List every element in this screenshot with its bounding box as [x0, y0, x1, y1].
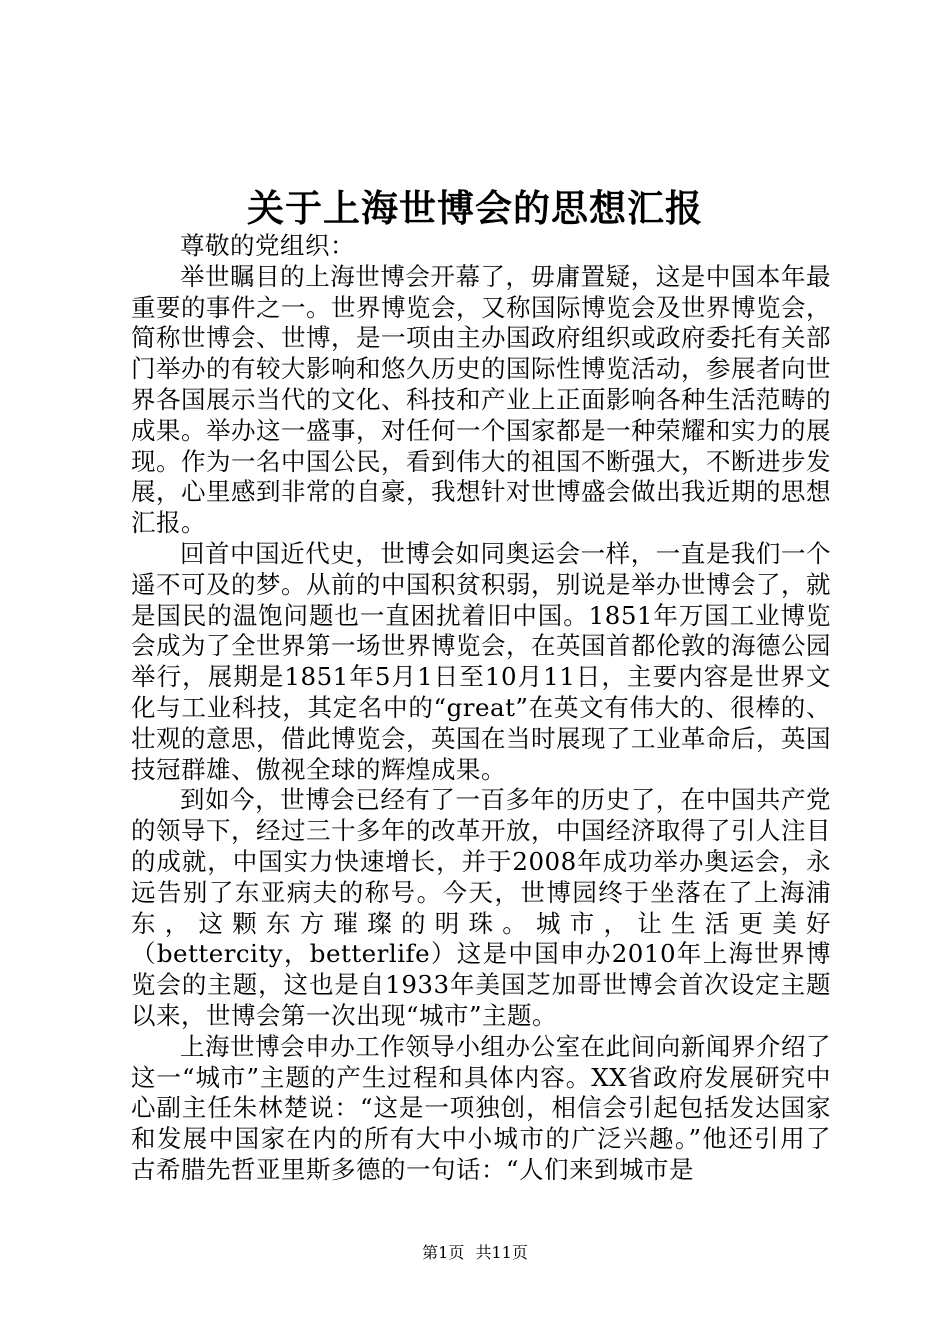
document-body	[131, 231, 831, 1186]
salutation: 尊敬的党组织：	[180, 231, 355, 260]
paragraph-1: 举世瞩目的上海世博会开幕了，毋庸置疑，这是中国本年最重要的事件之一。世界博览会，又称国际博览会及世界博览会，简称世博会、世博，是一项由主办国政府组织或政府委托有关部门举办的有较大影响和悠久历史的国际性博览活动，参展者向世界各国展示当代的文化、科技和产业上正面影响各种生活范畴的成果。举办这一盛事，对任何一个国家都是一种荣耀和实力的展现。作为一名中国公民，看到伟大的祖国不断强大，不断进步发展，心里感到非常的自豪，我想针对世博盛会做出我近期的思想汇报。	[131, 261, 831, 538]
document-title: 关于上海世博会的思想汇报	[247, 186, 703, 230]
page-footer	[0, 1243, 950, 1263]
page-number: 第1页	[422, 1243, 465, 1262]
page-total: 共11页	[475, 1243, 528, 1262]
paragraph-4: 上海世博会申办工作领导小组办公室在此间向新闻界介绍了这一“城市”主题的产生过程和具体内容。XX省政府发展研究中心副主任朱林楚说：“这是一项独创，相信会引起包括发达国家和发展中国家在内的所有大中小城市的广泛兴趣。”他还引用了古希腊先哲亚里斯多德的一句话：“人们来到城市是	[131, 1031, 831, 1184]
paragraph-2: 回首中国近代史，世博会如同奥运会一样，一直是我们一个遥不可及的梦。从前的中国积贫积弱，别说是举办世博会了，就是国民的温饱问题也一直困扰着旧中国。1851年万国工业博览会成为了全世界第一场世界博览会，在英国首都伦敦的海德公园举行，展期是1851年5月1日至10月11日，主要内容是世界文化与工业科技，其定名中的“great”在英文有伟大的、很棒的、壮观的意思，借此博览会，英国在当时展现了工业革命后，英国技冠群雄、傲视全球的辉煌成果。	[131, 538, 831, 784]
paragraph-3: 到如今，世博会已经有了一百多年的历史了，在中国共产党的领导下，经过三十多年的改革开放，中国经济取得了引人注目的成就，中国实力快速增长，并于2008年成功举办奥运会，永远告别了东亚病夫的称号。今天，世博园终于坐落在了上海浦东，这颗东方璀璨的明珠。城市，让生活更美好（bettercity，betterlife）这是中国申办2010年上海世界博览会的主题，这也是自1933年美国芝加哥世博会首次设定主题以来，世博会第一次出现“城市”主题。	[131, 785, 831, 1030]
